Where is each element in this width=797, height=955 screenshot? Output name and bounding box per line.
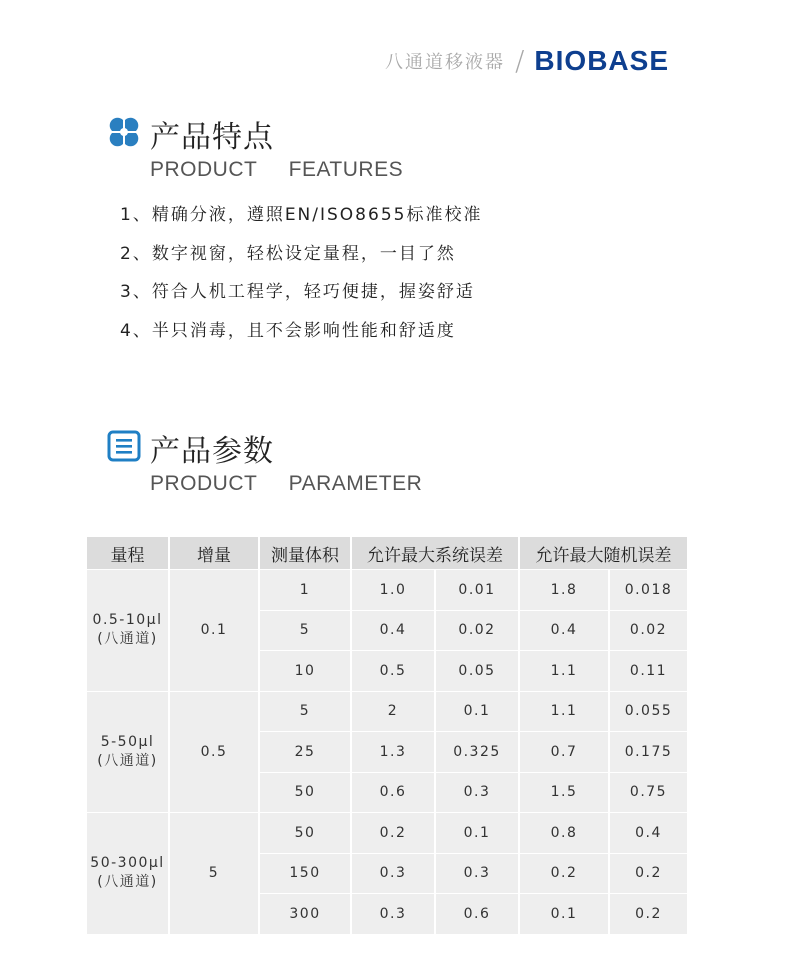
systematic-error-volume-cell: 0.325 xyxy=(436,732,518,772)
feature-item: 2、数字视窗，轻松设定量程，一目了然 xyxy=(120,243,456,264)
channel-note: (八通道) xyxy=(97,631,158,648)
product-name: 八通道移液器 xyxy=(384,51,505,73)
random-error-cell: 1.5 xyxy=(520,773,608,813)
random-error-cell: 1.8 xyxy=(520,570,608,610)
increment-cell: 0.5 xyxy=(170,692,258,813)
random-error-cell: 1.1 xyxy=(520,651,608,691)
random-error-cell: 0.8 xyxy=(520,813,608,853)
systematic-error-volume-cell: 0.3 xyxy=(436,854,518,894)
systematic-error-volume-cell: 0.6 xyxy=(436,894,518,934)
random-error-volume-cell: 0.175 xyxy=(610,732,687,772)
increment-cell: 0.1 xyxy=(170,570,258,691)
systematic-error-cell: 0.3 xyxy=(352,854,434,894)
volume-cell: 50 xyxy=(260,773,350,813)
features-section-heading xyxy=(106,112,403,182)
header-separator: / xyxy=(514,44,525,77)
random-error-volume-cell: 0.4 xyxy=(610,813,687,853)
random-error-cell: 0.1 xyxy=(520,894,608,934)
random-error-volume-cell: 0.2 xyxy=(610,854,687,894)
range-value: 5-50μl xyxy=(100,733,155,750)
features-list xyxy=(120,200,482,354)
range-value: 50-300μl xyxy=(90,855,165,872)
table-row xyxy=(87,570,687,610)
random-error-cell: 0.4 xyxy=(520,611,608,651)
feature-item: 1、精确分液，遵照EN/ISO8655标准校准 xyxy=(120,205,483,225)
features-subtitle: PRODUCT FEATURES xyxy=(150,158,404,181)
systematic-error-volume-cell: 0.01 xyxy=(436,570,518,610)
page-header xyxy=(385,44,669,77)
table-row xyxy=(87,813,687,853)
systematic-error-cell: 0.6 xyxy=(352,773,434,813)
table-row xyxy=(87,692,687,732)
volume-cell: 25 xyxy=(260,732,350,772)
systematic-error-cell: 0.5 xyxy=(352,651,434,691)
random-error-volume-cell: 0.75 xyxy=(610,773,687,813)
systematic-error-volume-cell: 0.3 xyxy=(436,773,518,813)
increment-cell: 5 xyxy=(170,813,258,934)
volume-cell: 150 xyxy=(260,854,350,894)
header-increment: 增量 xyxy=(170,537,258,569)
systematic-error-cell: 2 xyxy=(352,692,434,732)
random-error-volume-cell: 0.11 xyxy=(610,651,687,691)
systematic-error-cell: 1.0 xyxy=(352,570,434,610)
volume-cell: 1 xyxy=(260,570,350,610)
systematic-error-volume-cell: 0.02 xyxy=(436,611,518,651)
header-volume: 测量体积 xyxy=(260,537,350,569)
random-error-cell: 0.2 xyxy=(520,854,608,894)
random-error-volume-cell: 0.2 xyxy=(610,894,687,934)
document-list-icon xyxy=(106,428,142,468)
systematic-error-cell: 0.3 xyxy=(352,894,434,934)
four-petal-icon xyxy=(106,114,142,154)
systematic-error-volume-cell: 0.1 xyxy=(436,813,518,853)
channel-note: (八通道) xyxy=(97,752,158,769)
table-header-row xyxy=(87,537,687,569)
volume-cell: 10 xyxy=(260,651,350,691)
volume-cell: 5 xyxy=(260,611,350,651)
header-range: 量程 xyxy=(87,537,168,569)
header-systematic-error: 允许最大系统误差 xyxy=(352,537,518,569)
random-error-cell: 1.1 xyxy=(520,692,608,732)
range-cell xyxy=(87,570,168,691)
header-random-error: 允许最大随机误差 xyxy=(520,537,687,569)
systematic-error-cell: 0.2 xyxy=(352,813,434,853)
volume-cell: 300 xyxy=(260,894,350,934)
brand-logo: BIOBASE xyxy=(534,44,669,76)
systematic-error-volume-cell: 0.05 xyxy=(436,651,518,691)
range-value: 0.5-10μl xyxy=(92,612,163,629)
parameters-subtitle: PRODUCT PARAMETER xyxy=(150,472,423,495)
feature-item: 3、符合人机工程学，轻巧便捷，握姿舒适 xyxy=(120,282,475,302)
random-error-cell: 0.7 xyxy=(520,732,608,772)
random-error-volume-cell: 0.018 xyxy=(610,570,687,610)
volume-cell: 50 xyxy=(260,813,350,853)
systematic-error-volume-cell: 0.1 xyxy=(436,692,518,732)
volume-cell: 5 xyxy=(260,692,350,732)
parameters-title: 产品参数 xyxy=(150,434,274,469)
systematic-error-cell: 1.3 xyxy=(352,732,434,772)
random-error-volume-cell: 0.055 xyxy=(610,692,687,732)
random-error-volume-cell: 0.02 xyxy=(610,611,687,651)
parameters-section-heading xyxy=(106,426,422,496)
parameters-table xyxy=(85,536,689,935)
features-title: 产品特点 xyxy=(150,120,274,155)
range-cell xyxy=(87,813,168,934)
feature-item: 4、半只消毒，且不会影响性能和舒适度 xyxy=(120,320,456,341)
systematic-error-cell: 0.4 xyxy=(352,611,434,651)
range-cell xyxy=(87,692,168,813)
channel-note: (八通道) xyxy=(97,874,158,891)
